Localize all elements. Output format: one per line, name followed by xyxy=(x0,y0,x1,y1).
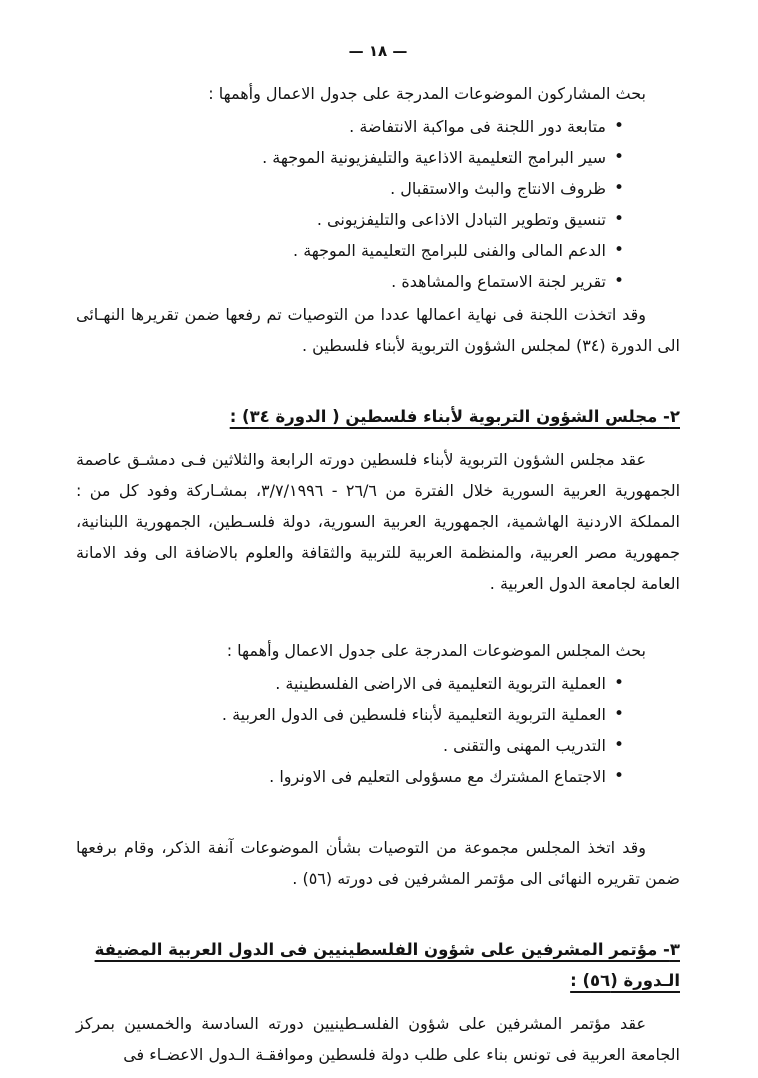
paragraph-conference-session: عقد مؤتمر المشرفين على شؤون الفلسـطينيين دورته السادسة والخمسين بمركز الجامعة العربية فى تونس بناء على طلب دولة فلسطين وموافقـة الـدول الاعضـاء فى xyxy=(76,1014,680,1064)
paragraph-council-closing: وقد اتخذ المجلس مجموعة من التوصيات بشأن الموضوعات آنفة الذكر، وقام برفعها ضمن تقريره النهائى الى مؤتمر المشرفين فى دورته (٥٦) . xyxy=(76,838,680,888)
bullet-item: • متابعة دور اللجنة فى مواكبة الانتفاضة . xyxy=(76,111,624,142)
section-heading-council: ٢- مجلس الشؤون التربوية لأبناء فلسطين ( الدورة ٣٤) : xyxy=(229,407,680,426)
paragraph-committee-closing: وقد اتخذت اللجنة فى نهاية اعمالها عددا من التوصيات تم رفعها ضمن تقريرها النهـائى الى الدورة (٣٤) لمجلس الشؤون التربوية لأبناء فلسطين . xyxy=(76,305,680,355)
paragraph-council-session: عقد مجلس الشؤون التربوية لأبناء فلسطين دورته الرابعة والثلاثين فـى دمشـق عاصمة الجمهورية العربية السورية خلال الفترة من ٢٦/٦ - ٣/٧/١٩٩٦، بمشـاركة وفود كل من : المملكة الاردنية الهاشمية، الجمهورية العربية السورية، دولة فلسـطين، الجمهورية اللبنانية، جمهورية مصر العربية، والمنظمة العربية للتربية والثقافة والعلوم بالاضافة الى وفد الامانة العامة لجامعة الدول العربية . xyxy=(76,450,681,593)
bullet-list-council xyxy=(76,668,680,792)
bullet-item: • ظروف الانتاج والبث والاستقبال . xyxy=(76,173,624,204)
bullet-item: • العملية التربوية التعليمية لأبناء فلسطين فى الدول العربية . xyxy=(76,699,624,730)
bullet-item: • تنسيق وتطوير التبادل الاذاعى والتليفزيونى . xyxy=(76,204,624,235)
section-heading-conference: ٣- مؤتمر المشرفين على شؤون الفلسطينيين فى الدول العربية المضيفة الـدورة (٥٦) : xyxy=(94,940,680,990)
bullet-item: • التدريب المهنى والتقنى . xyxy=(76,730,624,761)
bullet-item: • تقرير لجنة الاستماع والمشاهدة . xyxy=(76,266,624,297)
bullet-list-committee xyxy=(76,111,680,297)
paragraph-intro-committee: بحث المشاركون الموضوعات المدرجة على جدول الاعمال وأهمها : xyxy=(208,84,646,103)
bullet-item: • الدعم المالى والفنى للبرامج التعليمية الموجهة . xyxy=(76,235,624,266)
bullet-item: • الاجتماع المشترك مع مسؤولى التعليم فى الاونروا . xyxy=(76,761,624,792)
paragraph-intro-council: بحث المجلس الموضوعات المدرجة على جدول الاعمال وأهمها : xyxy=(226,641,646,660)
page-number: — ١٨ — xyxy=(348,42,408,60)
document-content xyxy=(76,78,680,1070)
bullet-item: • العملية التربوية التعليمية فى الاراضى الفلسطينية . xyxy=(76,668,624,699)
bullet-item: • سير البرامج التعليمية الاذاعية والتليفزيونية الموجهة . xyxy=(76,142,624,173)
